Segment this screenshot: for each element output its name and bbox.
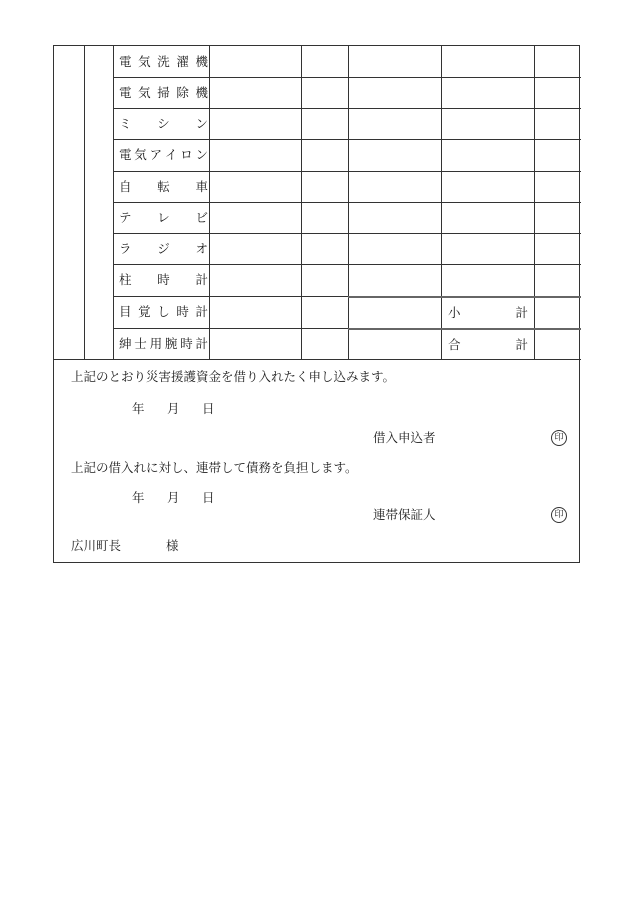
label-character: 濯 xyxy=(176,54,189,69)
label-character: 計 xyxy=(195,336,208,351)
applicant-label: 借入申込者 xyxy=(373,430,436,445)
row-line xyxy=(113,233,581,234)
label-character: 計 xyxy=(515,337,528,352)
guarantor-month: 月 xyxy=(167,490,180,505)
label-character: し xyxy=(157,304,170,319)
subtotal-label xyxy=(448,303,528,323)
label-character: 計 xyxy=(195,272,208,287)
label-character: 気 xyxy=(138,54,151,69)
application-day: 日 xyxy=(202,401,215,416)
item-row-label xyxy=(119,239,208,259)
label-character: ビ xyxy=(195,210,208,225)
row-line xyxy=(113,202,581,203)
label-character: 時 xyxy=(180,336,193,351)
label-character: 覚 xyxy=(138,304,151,319)
label-character: 目 xyxy=(119,304,132,319)
guarantor-seal: 印 xyxy=(551,507,567,523)
guarantor-statement: 上記の借入れに対し、連帯して債務を負担します。 xyxy=(71,460,358,475)
application-year: 年 xyxy=(132,401,145,416)
label-character: オ xyxy=(195,241,208,256)
guarantor-year: 年 xyxy=(132,490,145,505)
label-character: ン xyxy=(195,147,208,162)
item-row-label xyxy=(119,302,208,322)
label-character: 電 xyxy=(119,54,132,69)
label-character: 洗 xyxy=(157,54,170,69)
item-row-label xyxy=(119,145,208,165)
label-character: ロ xyxy=(180,147,193,162)
label-character: ラ xyxy=(119,241,132,256)
applicant-seal: 印 xyxy=(551,430,567,446)
label-character: 柱 xyxy=(119,272,132,287)
item-row-label xyxy=(119,270,208,290)
label-character: 掃 xyxy=(157,85,170,100)
item-row-label xyxy=(119,334,208,354)
row-line xyxy=(113,328,349,329)
label-character: 時 xyxy=(157,272,170,287)
label-character: 気 xyxy=(138,85,151,100)
row-line xyxy=(113,264,581,265)
label-character: ジ xyxy=(157,241,170,256)
addressee-honorific: 様 xyxy=(166,538,179,553)
row-line-thick xyxy=(348,328,581,330)
row-line xyxy=(113,171,581,172)
label-character: 機 xyxy=(195,85,208,100)
label-character: テ xyxy=(119,210,132,225)
label-character: 用 xyxy=(149,336,163,351)
row-line xyxy=(113,108,581,109)
total-label xyxy=(448,335,528,355)
application-statement: 上記のとおり災害援護資金を借り入れたく申し込みます。 xyxy=(71,369,396,384)
label-character: 時 xyxy=(176,304,189,319)
row-line xyxy=(113,139,581,140)
label-character: 除 xyxy=(176,85,189,100)
label-character: 計 xyxy=(515,305,528,320)
table-bottom-line xyxy=(54,359,581,360)
label-character: 転 xyxy=(157,179,170,194)
loan-application-form xyxy=(53,45,580,563)
label-character: 電 xyxy=(119,147,132,162)
label-character: 気 xyxy=(134,147,147,162)
label-character: 合 xyxy=(448,337,461,352)
label-character: 紳 xyxy=(119,336,132,351)
item-row-label xyxy=(119,114,208,134)
label-character: 自 xyxy=(119,179,132,194)
item-row-label xyxy=(119,83,208,103)
guarantor-label: 連帯保証人 xyxy=(373,507,436,522)
item-row-label xyxy=(119,52,208,72)
label-character: ミ xyxy=(119,116,132,131)
table-line xyxy=(84,46,85,359)
application-month: 月 xyxy=(167,401,180,416)
label-character: 小 xyxy=(448,305,461,320)
label-character: イ xyxy=(164,147,178,162)
item-row-label xyxy=(119,208,208,228)
row-line-thick xyxy=(348,296,581,298)
label-character: 計 xyxy=(195,304,208,319)
label-character: 士 xyxy=(134,336,147,351)
row-line xyxy=(113,296,349,297)
item-row-label xyxy=(119,177,208,197)
label-character: 腕 xyxy=(164,336,178,351)
label-character: ア xyxy=(149,147,163,162)
addressee-name: 広川町長 xyxy=(71,538,122,553)
label-character: シ xyxy=(157,116,170,131)
label-character: 電 xyxy=(119,85,132,100)
guarantor-day: 日 xyxy=(202,490,215,505)
label-character: ン xyxy=(195,116,208,131)
row-line xyxy=(113,77,581,78)
label-character: 機 xyxy=(195,54,208,69)
label-character: レ xyxy=(157,210,170,225)
label-character: 車 xyxy=(195,179,208,194)
